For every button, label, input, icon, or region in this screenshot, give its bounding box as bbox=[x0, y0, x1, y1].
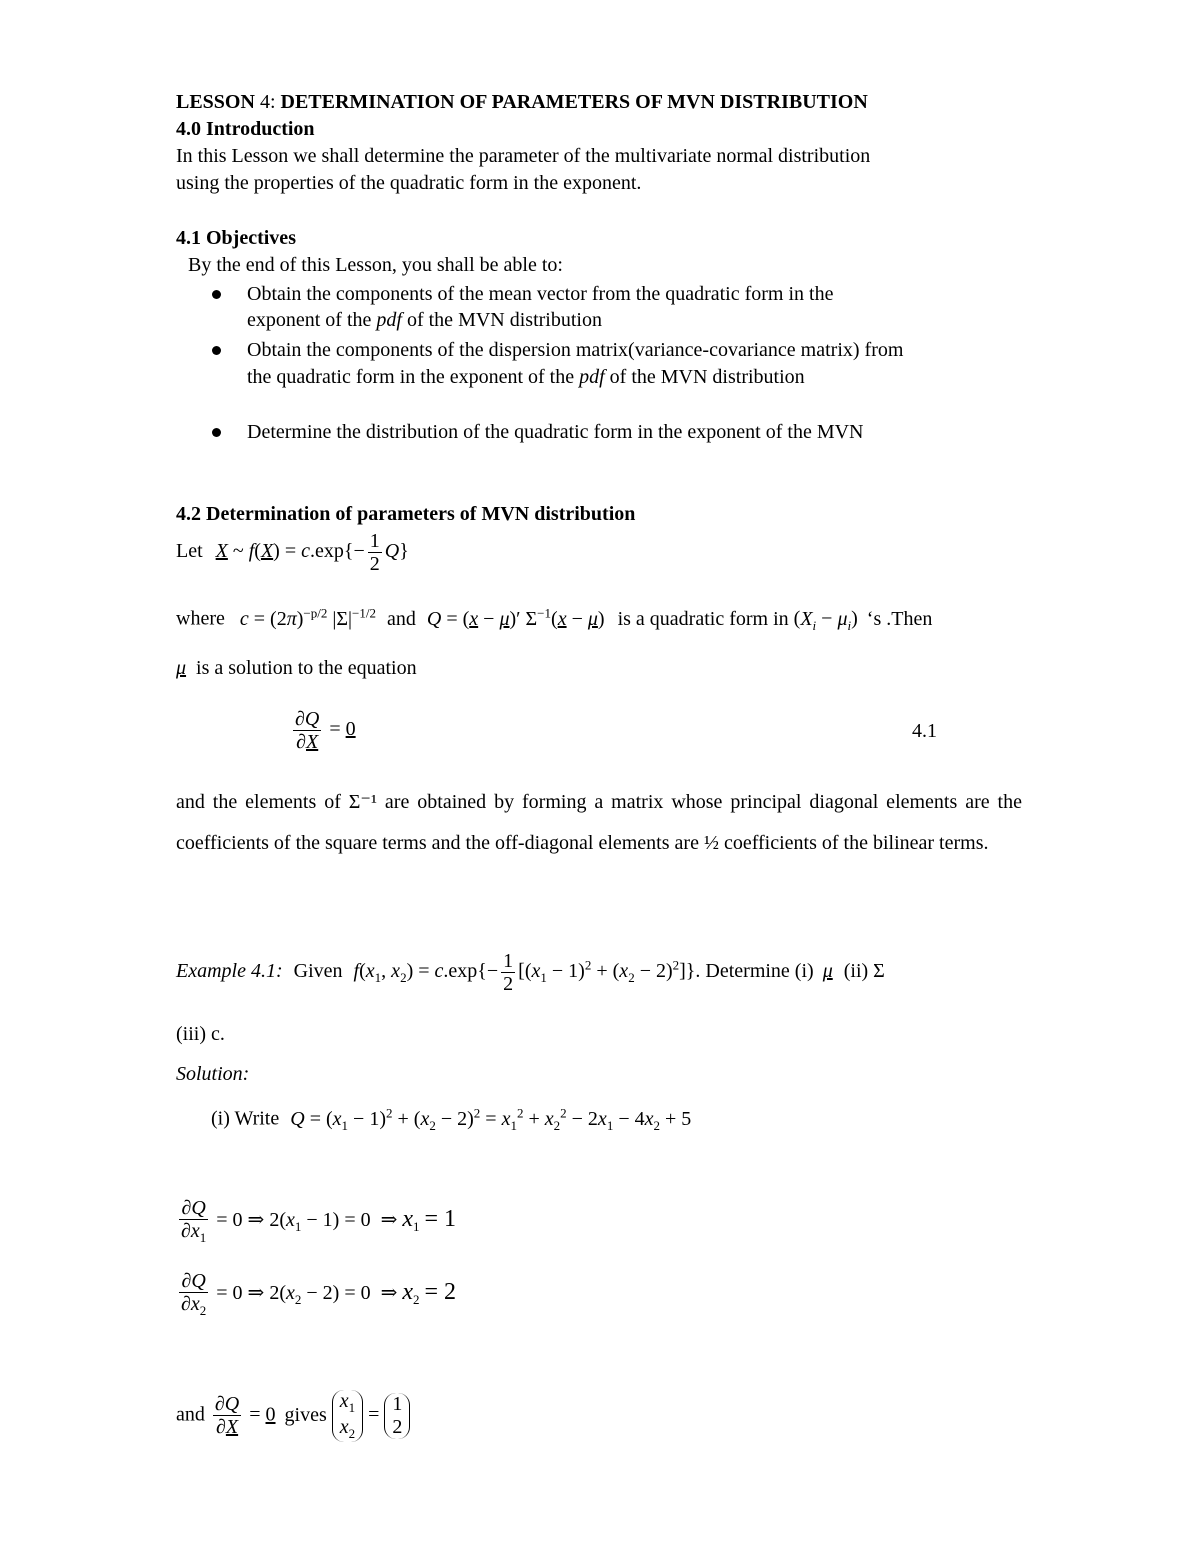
intro-text-2: using the properties of the quadratic form in the exponent. bbox=[176, 172, 642, 194]
equation-label: 4.1 bbox=[912, 720, 937, 742]
intro-heading: 4.0 Introduction bbox=[176, 118, 315, 140]
partial-x1: $\frac{\partial Q}{\partial x_1}$ = 0 ⇒ $2(x_1 - 1) = 0$ ⇒ $x_1 = 1$ bbox=[181, 1197, 457, 1245]
sigma-paragraph: and the elements of Σ⁻¹ are obtained by forming a matrix whose principal diagonal elements are the coefficients of the square terms and the off-diagonal elements are ½ coefficients of the bilinear terms. bbox=[176, 791, 1022, 854]
intro-text-1: In this Lesson we shall determine the parameter of the multivariate normal distribution bbox=[176, 145, 871, 167]
bullet-icon bbox=[212, 428, 221, 437]
objective-3: Determine the distribution of the quadratic form in the exponent of the MVN bbox=[247, 421, 864, 443]
objectives-lead: By the end of this Lesson, you shall be able to: bbox=[188, 254, 563, 276]
example-part-iii: (iii) c. bbox=[176, 1023, 225, 1045]
objective-2-line1: Obtain the components of the dispersion matrix(variance-covariance matrix) from bbox=[247, 339, 904, 361]
partial-x2: $\frac{\partial Q}{\partial x_2}$ = 0 ⇒ $2(x_2 - 2) = 0$ ⇒ $x_2 = 2$ bbox=[181, 1270, 457, 1318]
example-4-1: Example 4.1: Given $f(x_1$, $x_2) = c.\exp\{-$ $\frac{1}{2}$ $[(x_1 - 1)^2 + (x_2 - 2)^2]$}. Determine (i) μ (ii) Σ bbox=[176, 950, 885, 995]
solution-label: Solution: bbox=[176, 1063, 250, 1085]
lesson-heading: LESSON 4: DETERMINATION OF PARAMETERS OF MVN DISTRIBUTION bbox=[176, 91, 868, 113]
bullet-icon bbox=[212, 290, 221, 299]
objective-1-line1: Obtain the components of the mean vector from the quadratic form in the bbox=[247, 283, 834, 305]
objectives-heading: 4.1 Objectives bbox=[176, 227, 296, 249]
let-equation: Let X ~ f(X) = c.exp{− $\frac{1}{2}$ Q} bbox=[176, 530, 409, 575]
bullet-icon bbox=[212, 346, 221, 355]
equation-4-1: $\frac{\partial Q}{\partial X}$ = 0 bbox=[295, 708, 356, 753]
write-q: (i) Write $Q = (x_1 - 1)^2 + (x_2 - 2)^2 = x_1^2 + x_2^2 - 2x_1 - 4x_2 + 5$ bbox=[211, 1105, 692, 1133]
mu-solution-line: μ is a solution to the equation bbox=[176, 657, 417, 679]
where-line: where $c = (2\pi)^{-p/2}$ $|\Sigma|^{-1/2}$ and Q = (x − μ)′ $\Sigma^{-1}(x - \mu)$ is a quadratic form in $(X_i - \mu_i)$ ‘s .Then bbox=[176, 605, 933, 633]
objective-2-line2: the quadratic form in the exponent of the pdf of the MVN distribution bbox=[247, 366, 805, 388]
objective-1-line2: exponent of the pdf of the MVN distribution bbox=[247, 309, 602, 331]
section-42-heading: 4.2 Determination of parameters of MVN distribution bbox=[176, 503, 636, 525]
gives-vector: and $\frac{\partial Q}{\partial X}$ = 0 gives $x_1$ $x_2 = 1$ 2 bbox=[176, 1390, 410, 1442]
